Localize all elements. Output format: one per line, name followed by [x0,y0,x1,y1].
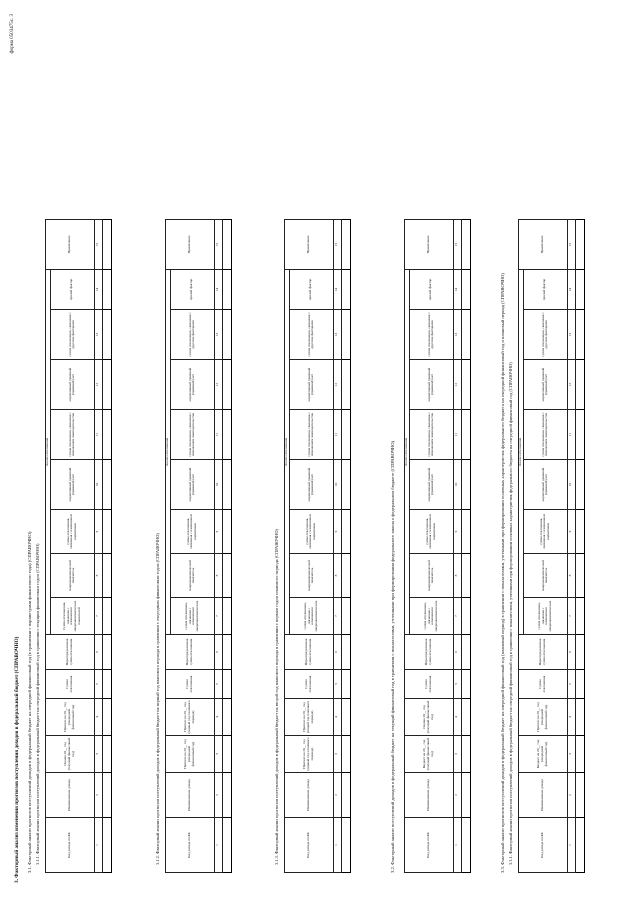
header-code: Код дохода по БК [405,818,454,873]
data-cell [102,554,111,598]
column-number: 6 [214,635,222,670]
header-forecast-value: Прогноз на 20__ год (очередной финансовый год) [46,699,95,736]
data-cell [575,554,584,598]
column-number: 6 [453,635,461,670]
column-number: 13 [567,310,575,360]
data-cell [222,460,231,510]
data-cell [341,598,350,635]
header-analysis-col-10: нормативный правовой (правовой) акт [289,460,333,510]
data-cell [102,460,111,510]
header-analysis-col-14: прочий фактор [523,269,567,309]
data-cell [222,219,231,269]
data-cell [102,510,111,554]
column-number: 5 [453,670,461,699]
header-nonattributable: Нераспределенная сумма отклонения [405,635,454,670]
factor-table-4 [404,219,471,873]
column-number: 8 [94,554,102,598]
header-analysis-col-9: сумма отклонения, связанная с изменением нормативов [170,510,214,554]
column-number: 1 [214,818,222,873]
header-analysis-col-10: нормативный правовой (правовой) акт [170,460,214,510]
header-analysis-col-13: сумма отклонения, связанная с другими факторами [170,310,214,360]
header-analysis: Анализ отклонения [285,269,290,634]
column-number: 10 [333,460,341,510]
column-number: 4 [94,699,102,736]
data-cell [341,360,350,410]
data-cell [341,219,350,269]
column-number: 1 [333,818,341,873]
header-analysis-col-14: прочий фактор [409,269,453,309]
data-cell [575,699,584,736]
header-base-value: Прогноз на 20__ год (очередной финансовый год) [166,736,215,773]
column-number: 12 [94,360,102,410]
column-number: 13 [94,310,102,360]
column-number: 6 [333,635,341,670]
column-number: 12 [333,360,341,410]
data-cell [575,773,584,818]
header-analysis-col-13: сумма отклонения, связанная с другими факторами [523,310,567,360]
header-code: Код дохода по БК [519,818,568,873]
data-cell [102,269,111,309]
header-code: Код дохода по БК [285,818,334,873]
header-analysis-col-8: макроэкономический показатель [289,554,333,598]
data-cell [222,598,231,635]
column-number: 13 [214,310,222,360]
header-analysis-col-11: сумма отклонения, связанная с изменением законодательства [409,410,453,460]
header-note: Примечание [519,219,568,269]
column-number: 15 [567,219,575,269]
section-3-1-1-heading: 3.1.1. Факторный анализ прогнозов поступлений доходов в федеральный бюджет на очередной финансовый год в сравнении с текущим финансовым годом (СПРАВОЧНО) [35,543,40,865]
data-cell [341,699,350,736]
data-cell [341,670,350,699]
data-cell [341,773,350,818]
header-analysis-col-11: сумма отклонения, связанная с изменением законодательства [523,410,567,460]
data-cell [575,670,584,699]
section-3-3-heading: 3.3. Факторный анализ прогнозов поступлений доходов в федеральный бюджет на очередной финансовый год (плановый период) в сравнении с показателями, учтенными при формировании основных характеристик федерального бюджета на очередной финансовый год и плановый период (СПРАВОЧНО) [500,273,505,873]
header-analysis-col-12: нормативный правовой (правовой) акт [523,360,567,410]
header-analysis-col-14: прочий фактор [289,269,333,309]
header-forecast-value: Прогноз на 20__ год (первый год планового периода) [166,699,215,736]
column-number: 11 [333,410,341,460]
data-cell [461,635,470,670]
column-number: 2 [567,773,575,818]
column-number: 8 [567,554,575,598]
header-analysis-col-9: сумма отклонения, связанная с изменением нормативов [523,510,567,554]
data-cell [222,410,231,460]
column-number: 6 [567,635,575,670]
column-number: 14 [94,269,102,309]
column-number: 14 [333,269,341,309]
header-analysis: Анализ отклонения [46,269,51,634]
data-cell [341,310,350,360]
column-number: 9 [453,510,461,554]
section-3-1-3-heading: 3.1.3. Факторный анализ прогнозов поступлений доходов в федеральный бюджет на второй год планового периода в сравнении с первым годом планового периода (СПРАВОЧНО) [274,529,279,865]
header-analysis-col-11: сумма отклонения, связанная с изменением законодательства [170,410,214,460]
header-deviation-sum: Сумма отклонения [405,670,454,699]
header-analysis-col-12: нормативный правовой (правовой) акт [50,360,94,410]
data-cell [461,219,470,269]
column-number: 13 [333,310,341,360]
data-cell [575,598,584,635]
data-cell [461,818,470,873]
column-number: 8 [453,554,461,598]
data-cell [341,635,350,670]
data-cell [102,736,111,773]
data-cell [575,460,584,510]
header-analysis-col-9: сумма отклонения, связанная с изменением нормативов [409,510,453,554]
data-cell [102,410,111,460]
column-number: 15 [333,219,341,269]
data-cell [341,736,350,773]
header-analysis-col-10: нормативный правовой (правовой) акт [409,460,453,510]
header-analysis-col-12: нормативный правовой (правовой) акт [409,360,453,410]
header-deviation-sum: Сумма отклонения [285,670,334,699]
data-cell [461,736,470,773]
data-cell [461,410,470,460]
header-analysis-col-11: сумма отклонения, связанная с изменением законодательства [50,410,94,460]
header-deviation-sum: Сумма отклонения [166,670,215,699]
data-cell [341,269,350,309]
column-number: 12 [453,360,461,410]
data-cell [222,310,231,360]
data-cell [461,773,470,818]
section-3-1-heading: 3.1. Факторный анализ прогнозов поступлений доходов в федеральный бюджет на очередной финансовый год (в сравнении с параметрами финансового года) (СПРАВОЧНО) [27,531,32,873]
header-note: Примечание [46,219,95,269]
data-cell [341,460,350,510]
column-number: 9 [214,510,222,554]
data-cell [222,699,231,736]
column-number: 2 [214,773,222,818]
section-3-1-2-heading: 3.1.2. Факторный анализ прогнозов поступлений доходов в федеральный бюджет на первый год планового периода в сравнении с очередным финансовым годом (СПРАВОЧНО) [155,533,160,865]
header-base-value: Оценка 20__ год (текущий финансовый год) [46,736,95,773]
data-cell [341,410,350,460]
column-number: 13 [453,310,461,360]
column-number: 3 [453,736,461,773]
column-number: 11 [567,410,575,460]
column-number: 7 [94,598,102,635]
header-deviation-sum: Сумма отклонения [519,670,568,699]
column-number: 10 [453,460,461,510]
form-code: форма 0503475с. 3 [10,14,15,54]
column-number: 15 [453,219,461,269]
column-number: 8 [333,554,341,598]
column-number: 11 [453,410,461,460]
column-number: 4 [453,699,461,736]
column-number: 14 [453,269,461,309]
header-analysis-col-8: макроэкономический показатель [50,554,94,598]
data-cell [461,269,470,309]
data-cell [575,219,584,269]
data-cell [102,310,111,360]
header-nonattributable: Нераспределенная сумма отклонения [46,635,95,670]
data-cell [461,360,470,410]
factor-table-3 [284,219,351,873]
column-number: 11 [214,410,222,460]
header-analysis-col-8: макроэкономический показатель [523,554,567,598]
header-analysis-col-11: сумма отклонения, связанная с изменением законодательства [289,410,333,460]
column-number: 12 [214,360,222,410]
header-analysis-col-14: прочий фактор [170,269,214,309]
data-cell [222,510,231,554]
header-name: Наименование дохода [405,773,454,818]
factor-table-5 [518,219,585,873]
header-name: Наименование дохода [166,773,215,818]
header-note: Примечание [285,219,334,269]
column-number: 9 [333,510,341,554]
column-number: 5 [333,670,341,699]
column-number: 4 [333,699,341,736]
header-analysis: Анализ отклонения [166,269,171,634]
data-cell [575,510,584,554]
header-nonattributable: Нераспределенная сумма отклонения [285,635,334,670]
column-number: 7 [567,598,575,635]
data-cell [575,360,584,410]
factor-table-2 [165,219,232,873]
column-number: 3 [94,736,102,773]
header-note: Примечание [405,219,454,269]
header-analysis-col-12: нормативный правовой (правовой) акт [289,360,333,410]
data-cell [461,670,470,699]
data-cell [102,699,111,736]
header-code: Код дохода по БК [166,818,215,873]
data-cell [461,510,470,554]
page-title: 3. Факторный анализ изменения прогнозов поступления доходов в федеральный бюджет (СПРАВОЧНО) [14,636,20,883]
data-cell [575,269,584,309]
header-nonattributable: Нераспределенная сумма отклонения [519,635,568,670]
column-number: 12 [567,360,575,410]
column-number: 1 [567,818,575,873]
header-analysis-col-7: сумма отклонения, связанная с изменением макроэкономических [170,598,214,635]
header-base-value: Прогноз на 20__ год (первый год планового периода) [285,736,334,773]
data-cell [222,736,231,773]
data-cell [461,460,470,510]
header-analysis-col-7: сумма отклонения, связанная с изменением макроэкономических [409,598,453,635]
data-cell [575,736,584,773]
header-name: Наименование дохода [46,773,95,818]
header-forecast-value: Прогноз на 20__ год (второй год планового периода) [285,699,334,736]
data-cell [461,699,470,736]
data-cell [102,670,111,699]
data-cell [222,269,231,309]
header-forecast-value: Прогноз на 20__ год (очередной финансовый год) [519,699,568,736]
data-cell [461,554,470,598]
header-name: Наименование дохода [285,773,334,818]
data-cell [222,635,231,670]
column-number: 1 [94,818,102,873]
header-analysis-col-10: нормативный правовой (правовой) акт [50,460,94,510]
header-analysis-col-8: макроэкономический показатель [170,554,214,598]
header-analysis-col-9: сумма отклонения, связанная с изменением нормативов [50,510,94,554]
data-cell [341,510,350,554]
header-analysis-col-10: нормативный правовой (правовой) акт [523,460,567,510]
header-analysis-col-9: сумма отклонения, связанная с изменением нормативов [289,510,333,554]
column-number: 5 [567,670,575,699]
header-analysis-col-8: макроэкономический показатель [409,554,453,598]
data-cell [102,598,111,635]
column-number: 3 [214,736,222,773]
section-3-3-1-heading: 3.3.1. Факторный анализ прогнозов поступлений доходов в федеральный бюджет на очередной финансовый год в сравнении с показателями, учтенными при формировании основных характеристик федерального бюджета на очередной финансовый год (СПРАВОЧНО) [508,362,513,865]
data-cell [222,670,231,699]
data-cell [102,219,111,269]
data-cell [102,360,111,410]
data-cell [575,818,584,873]
data-cell [102,773,111,818]
data-cell [461,598,470,635]
data-cell [341,818,350,873]
header-note: Примечание [166,219,215,269]
column-number: 9 [567,510,575,554]
data-cell [575,310,584,360]
header-name: Наименование дохода [519,773,568,818]
column-number: 6 [94,635,102,670]
column-number: 9 [94,510,102,554]
column-number: 7 [333,598,341,635]
column-number: 4 [214,699,222,736]
data-cell [341,554,350,598]
data-cell [222,554,231,598]
header-deviation-sum: Сумма отклонения [46,670,95,699]
column-number: 2 [94,773,102,818]
column-number: 7 [453,598,461,635]
header-base-value: Бюджет на 20__ год (текущий финансовый год) [405,736,454,773]
header-analysis: Анализ отклонения [519,269,524,634]
data-cell [222,360,231,410]
column-number: 15 [214,219,222,269]
column-number: 10 [214,460,222,510]
header-code: Код дохода по БК [46,818,95,873]
data-cell [461,310,470,360]
data-cell [102,818,111,873]
column-number: 5 [214,670,222,699]
header-analysis-col-13: сумма отклонения, связанная с другими факторами [50,310,94,360]
data-cell [222,773,231,818]
column-number: 10 [94,460,102,510]
column-number: 8 [214,554,222,598]
header-analysis-col-12: нормативный правовой (правовой) акт [170,360,214,410]
factor-table-1 [45,219,112,873]
column-number: 3 [333,736,341,773]
column-number: 4 [567,699,575,736]
header-analysis-col-14: прочий фактор [50,269,94,309]
header-base-value: Бюджет на 20__ год (очередной финансовый год) [519,736,568,773]
data-cell [102,635,111,670]
header-nonattributable: Нераспределенная сумма отклонения [166,635,215,670]
column-number: 2 [333,773,341,818]
column-number: 11 [94,410,102,460]
header-forecast-value: Оценка 20__ год (текущий финансовый год) [405,699,454,736]
data-cell [575,635,584,670]
data-cell [222,818,231,873]
header-analysis: Анализ отклонения [405,269,410,634]
header-analysis-col-13: сумма отклонения, связанная с другими факторами [289,310,333,360]
column-number: 14 [214,269,222,309]
header-analysis-col-7: Сумма отклонения, связанная с изменением макроэкономических показателей [50,598,94,635]
column-number: 2 [453,773,461,818]
column-number: 5 [94,670,102,699]
header-analysis-col-13: сумма отклонения, связанная с другими факторами [409,310,453,360]
column-number: 3 [567,736,575,773]
column-number: 15 [94,219,102,269]
column-number: 1 [453,818,461,873]
header-analysis-col-7: сумма отклонения, связанная с изменением макроэкономических [523,598,567,635]
column-number: 7 [214,598,222,635]
section-3-2-heading: 3.2. Факторный анализ поступлений доходов в федеральный бюджет на текущий финансовый год в сравнении с показателями, учтенными при формировании федерального закона о федеральном бюджете (СПРАВОЧНО) [390,440,395,873]
header-analysis-col-7: сумма отклонения, связанная с изменением макроэкономических [289,598,333,635]
data-cell [575,410,584,460]
column-number: 10 [567,460,575,510]
column-number: 14 [567,269,575,309]
